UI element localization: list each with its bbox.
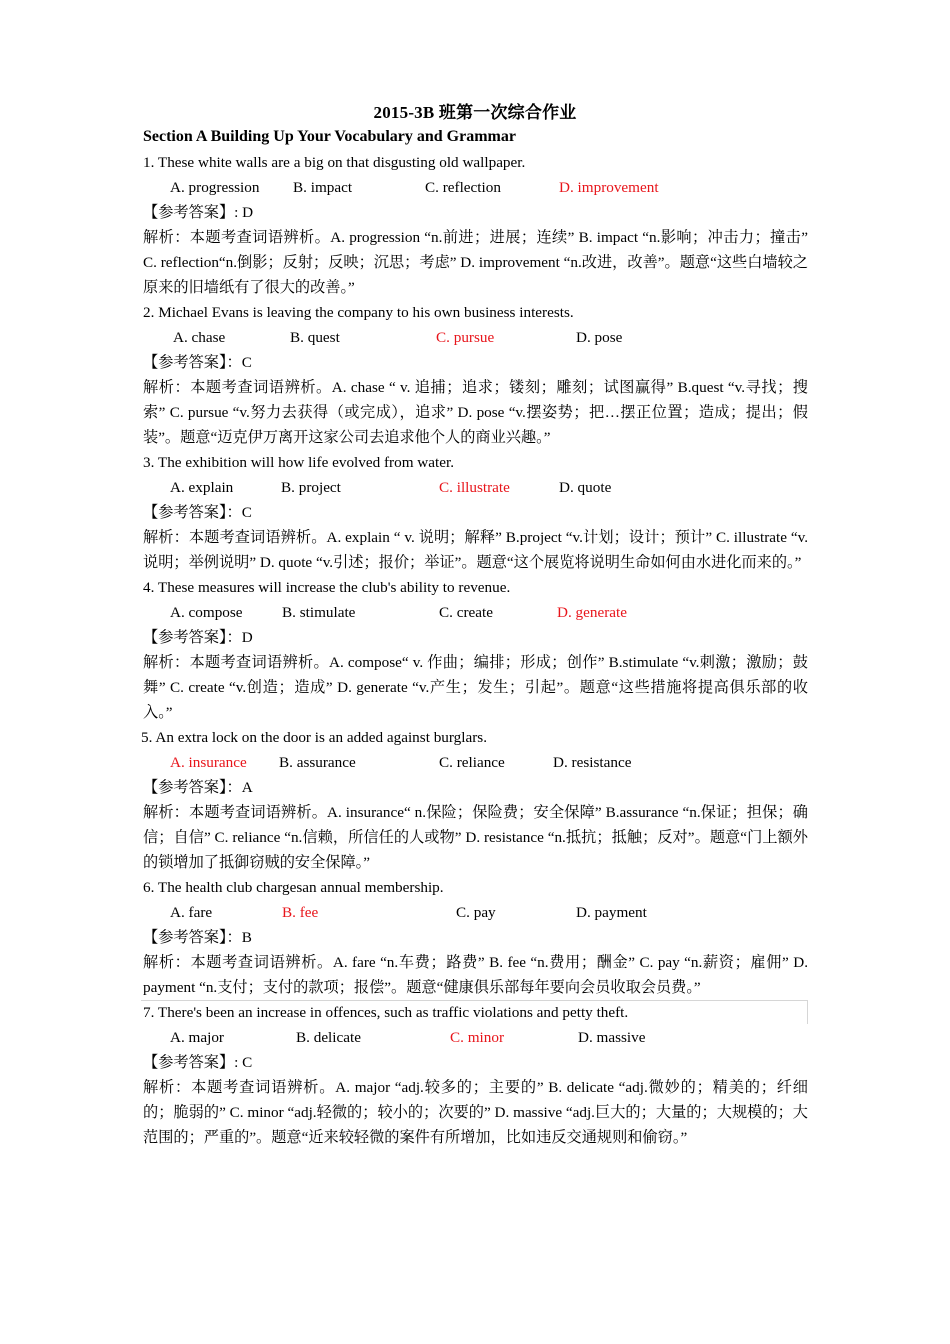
question-block [143, 150, 808, 300]
question-stem: 7. There's been an increase in offences, such as traffic violations and petty theft. [143, 1004, 629, 1021]
option-a: A. compose [170, 604, 243, 621]
explanation: 解析：本题考查词语辨析。A. compose“ v. 作曲；编排；形成；创作” B.stimulate “v.刺激；激励；鼓舞” C. create “v.创造；造成” D. generate “v.产生；发生；引起”。题意“这些措施将提高俱乐部的收入。” [143, 654, 808, 721]
option-c: C. reflection [425, 179, 501, 196]
option-c-correct: C. pursue [436, 329, 495, 346]
option-d: D. pose [576, 329, 623, 346]
option-a: A. major [170, 1029, 224, 1046]
option-d: D. massive [578, 1029, 646, 1046]
question-block [143, 450, 808, 575]
explanation: 解析：本题考查词语辨析。A. insurance“ n.保险；保险费；安全保障” B.assurance “n.保证；担保；确信；自信” C. reliance “n.信赖，所信任的人或物” D. resistance “n.抵抗；抵触；反对”。题意“门上额外的锁增加了抵御窃贼的安全保障。” [143, 804, 808, 871]
question-stem: 6. The health club chargesan annual membership. [143, 879, 444, 896]
question-block [143, 1000, 808, 1150]
option-a: A. chase [173, 329, 226, 346]
options-row [143, 900, 808, 925]
question-block [143, 875, 808, 1000]
question-stem: 5. An extra lock on the door is an added against burglars. [141, 729, 487, 746]
option-c-correct: C. illustrate [439, 479, 510, 496]
reference-answer: 【参考答案】：C [143, 504, 252, 521]
reference-answer: 【参考答案】: D [143, 204, 254, 221]
question-block [143, 725, 808, 875]
reference-answer: 【参考答案】：D [143, 629, 253, 646]
question-stem: 2. Michael Evans is leaving the company to his own business interests. [143, 304, 574, 321]
option-d: D. quote [559, 479, 612, 496]
question-block [143, 300, 808, 450]
explanation: 解析：本题考查词语辨析。A. fare “n.车费；路费” B. fee “n.费用；酬金” C. pay “n.薪资；雇佣” D. payment “n.支付；支付的款项；报偿”。题意“健康俱乐部每年要向会员收取会员费。” [143, 954, 808, 996]
option-b-correct: B. fee [282, 904, 319, 921]
option-c: C. reliance [439, 754, 505, 771]
options-row [143, 175, 808, 200]
option-b: B. project [281, 479, 341, 496]
option-b: B. delicate [296, 1029, 361, 1046]
option-c-correct: C. minor [450, 1029, 505, 1046]
question-stem: 3. The exhibition will how life evolved from water. [143, 454, 454, 471]
explanation: 解析：本题考查词语辨析。A. chase “ v. 追捕；追求；镂刻；雕刻；试图赢得” B.quest “v.寻找；搜索” C. pursue “v.努力去获得（或完成），追求” D. pose “v.摆姿势；把…摆正位置；造成；提出；假装”。题意“迈克伊万离开这家公司去追求他个人的商业兴趣。” [143, 379, 808, 446]
option-a: A. progression [170, 179, 260, 196]
option-c: C. pay [456, 904, 496, 921]
options-row [143, 750, 808, 775]
question-stem-frame [143, 1000, 808, 1025]
explanation: 解析：本题考查词语辨析。A. explain “ v. 说明；解释” B.project “v.计划；设计；预计” C. illustrate “v.说明；举例说明” D. quote “v.引述；报价；举证”。题意“这个展览将说明生命如何由水进化而来的。” [143, 529, 808, 571]
reference-answer: 【参考答案】：C [143, 354, 252, 371]
option-d: D. payment [576, 904, 647, 921]
explanation: 解析：本题考查词语辨析。A. progression “n.前进；进展；连续” B. impact “n.影响；冲击力；撞击” C. reflection“n.倒影；反射；反映；沉思；考虑” D. improvement “n.改进，改善”。题意“这些白墙较之原来的旧墙纸有了很大的改善。” [143, 229, 808, 296]
option-a: A. explain [170, 479, 234, 496]
option-c: C. create [439, 604, 493, 621]
document-title: 2015-3B 班第一次综合作业 [373, 103, 577, 122]
question-block [143, 575, 808, 725]
reference-answer: 【参考答案】：A [143, 779, 253, 796]
options-row [143, 1025, 808, 1050]
questions-content [143, 150, 808, 1150]
option-d-correct: D. improvement [559, 179, 659, 196]
option-b: B. quest [290, 329, 340, 346]
option-a: A. fare [170, 904, 213, 921]
options-row [143, 475, 808, 500]
question-stem: 1. These white walls are a big on that disgusting old wallpaper. [143, 154, 526, 171]
option-b: B. stimulate [282, 604, 356, 621]
question-stem: 4. These measures will increase the club's ability to revenue. [143, 579, 511, 596]
option-a-correct: A. insurance [170, 754, 247, 771]
reference-answer: 【参考答案】: C [143, 1054, 253, 1071]
option-d-correct: D. generate [557, 604, 627, 621]
option-b: B. assurance [279, 754, 356, 771]
option-d: D. resistance [553, 754, 632, 771]
options-row [143, 600, 808, 625]
explanation: 解析：本题考查词语辨析。A. major “adj.较多的；主要的” B. delicate “adj.微妙的；精美的；纤细的；脆弱的” C. minor “adj.轻微的；较小的；次要的” D. massive “adj.巨大的；大量的；大规模的；大范围的；严重的”。题意“近来较轻微的案件有所增加，比如违反交通规则和偷窃。” [143, 1079, 808, 1146]
option-b: B. impact [293, 179, 353, 196]
table-border [141, 1000, 808, 1024]
options-row [143, 325, 808, 350]
section-heading: Section A Building Up Your Vocabulary and Grammar [143, 128, 516, 145]
reference-answer: 【参考答案】：B [143, 929, 252, 946]
